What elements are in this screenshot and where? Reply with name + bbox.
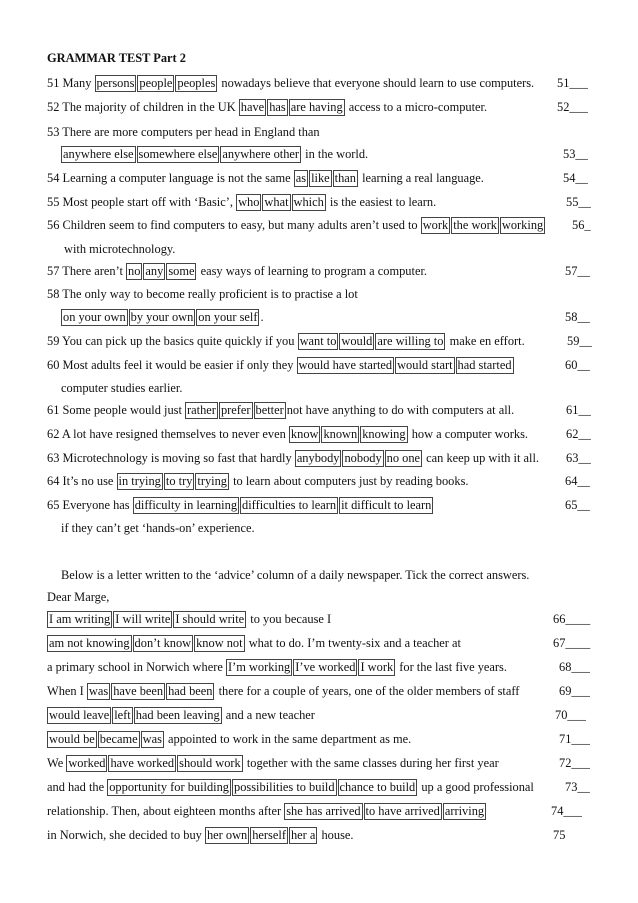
question-56 <box>0 216 638 236</box>
question-60 <box>0 356 638 376</box>
option-b[interactable]: to try <box>165 474 193 488</box>
question-number: 58 <box>47 287 60 301</box>
option-a[interactable]: anywhere else <box>63 147 134 161</box>
option-c[interactable]: which <box>293 195 324 209</box>
question-54 <box>0 169 638 189</box>
question-text-after: how a computer works. <box>411 427 528 441</box>
question-text: The majority of children in the UK <box>62 100 236 114</box>
question-62 <box>0 425 638 445</box>
option-c[interactable]: knowing <box>362 427 406 441</box>
option-c[interactable]: working <box>501 218 544 232</box>
question-65-cont <box>0 519 638 539</box>
option-b[interactable]: herself <box>252 828 286 842</box>
option-a[interactable]: work <box>422 218 449 232</box>
option-a[interactable]: know <box>290 427 319 441</box>
option-b[interactable]: known <box>323 427 358 441</box>
option-b[interactable]: don’t know <box>134 636 192 650</box>
letter-text-before: relationship. Then, about eighteen months after <box>47 804 282 818</box>
question-57 <box>0 262 638 282</box>
option-a[interactable]: I am writing <box>49 612 111 626</box>
answer-blank: 52___ <box>557 100 588 114</box>
answer-blank: 56_ <box>572 218 591 232</box>
option-a[interactable]: no <box>128 264 141 278</box>
option-b[interactable]: left <box>114 708 131 722</box>
question-number: 60 <box>47 358 60 372</box>
letter-text-after: up a good professional <box>421 780 534 794</box>
option-a[interactable]: who <box>238 195 260 209</box>
question-text-after: access to a micro-computer. <box>348 100 488 114</box>
letter-line-67 <box>0 634 638 654</box>
question-55 <box>0 193 638 213</box>
question-64 <box>0 472 638 492</box>
letter-text-before: and had the <box>47 780 105 794</box>
answer-blank: 67____ <box>553 636 591 650</box>
option-b[interactable]: have been <box>113 684 164 698</box>
question-text-after: to learn about computers just by reading books. <box>233 474 469 488</box>
option-a[interactable]: her own <box>206 828 248 842</box>
option-b[interactable]: people <box>139 76 173 90</box>
option-a[interactable]: worked <box>68 756 106 770</box>
option-a[interactable]: on your own <box>63 310 126 324</box>
answer-blank: 63__ <box>566 451 591 465</box>
option-c[interactable]: had been <box>168 684 213 698</box>
option-c[interactable]: was <box>142 732 162 746</box>
option-c[interactable]: chance to build <box>339 780 416 794</box>
answer-blank: 53__ <box>563 147 588 161</box>
letter-line-68 <box>0 658 638 678</box>
question-text: Many <box>62 76 92 90</box>
question-text: Some people would just <box>62 403 182 417</box>
answer-blank: 68___ <box>559 660 590 674</box>
letter-text-before: When I <box>47 684 84 698</box>
question-text-after: computer studies earlier. <box>61 381 183 395</box>
letter-line-73 <box>0 778 638 798</box>
question-text-after: is the easiest to learn. <box>329 195 437 209</box>
answer-blank: 58__ <box>565 310 590 324</box>
letter-text-after: there for a couple of years, one of the older members of staff <box>218 684 520 698</box>
question-number: 56 <box>47 218 60 232</box>
letter-text-after: appointed to work in the same department as me. <box>168 732 412 746</box>
option-c[interactable]: arriving <box>444 804 485 818</box>
question-number: 61 <box>47 403 60 417</box>
option-b[interactable]: became <box>99 732 138 746</box>
letter-text-before: a primary school in Norwich where <box>47 660 223 674</box>
option-a[interactable]: want to <box>299 334 337 348</box>
option-c[interactable]: I work <box>360 660 394 674</box>
question-text-after: with microtechnology. <box>64 242 176 256</box>
question-number: 59 <box>47 334 60 348</box>
letter-text-after: to you because I <box>250 612 332 626</box>
option-a[interactable]: I’m working <box>227 660 291 674</box>
option-c[interactable]: peoples <box>177 76 216 90</box>
letter-line-71 <box>0 730 638 750</box>
option-a[interactable]: was <box>88 684 109 698</box>
question-text-after: nowadays believe that everyone should learn to use computers. <box>221 76 535 90</box>
option-b[interactable]: to have arrived <box>365 804 440 818</box>
answer-blank: 74___ <box>551 804 582 818</box>
question-60-cont <box>0 379 638 399</box>
question-number: 52 <box>47 100 60 114</box>
option-b[interactable]: somewhere else <box>138 147 218 161</box>
page-title: GRAMMAR TEST Part 2 <box>47 51 186 65</box>
question-text-after: can keep up with it all. <box>426 451 540 465</box>
option-a[interactable]: would have started <box>298 358 393 372</box>
option-b[interactable]: possibilities to build <box>234 780 335 794</box>
option-c[interactable]: than <box>334 171 356 185</box>
question-65 <box>0 496 638 516</box>
instructions: Below is a letter written to the ‘advice’ column of a daily newspaper. Tick the correct answers. <box>61 568 530 582</box>
option-b[interactable]: nobody <box>344 451 382 465</box>
option-c[interactable]: no one <box>386 451 421 465</box>
question-text: The only way to become really proficient is to practise a lot <box>62 287 358 301</box>
answer-blank: 54__ <box>563 171 588 185</box>
option-c[interactable]: had been leaving <box>135 708 220 722</box>
answer-blank: 75 <box>553 828 566 842</box>
option-a[interactable]: as <box>295 171 307 185</box>
option-c[interactable]: should work <box>179 756 241 770</box>
answer-blank: 62__ <box>566 427 591 441</box>
option-b[interactable]: difficulties to learn <box>242 498 337 512</box>
question-text: Children seem to find computers to easy, but many adults aren’t used to <box>62 218 418 232</box>
answer-blank: 69___ <box>559 684 590 698</box>
option-b[interactable]: prefer <box>220 403 251 417</box>
option-c[interactable]: trying <box>197 474 227 488</box>
question-number: 63 <box>47 451 60 465</box>
answer-blank: 57__ <box>565 264 590 278</box>
option-a[interactable]: would be <box>49 732 95 746</box>
question-text: Microtechnology is moving so fast that hardly <box>62 451 292 465</box>
question-text-after: not have anything to do with computers at all. <box>286 403 515 417</box>
option-a[interactable]: difficulty in learning <box>134 498 238 512</box>
salutation: Dear Marge, <box>47 590 110 604</box>
question-text: Everyone has <box>62 498 130 512</box>
letter-text-before: We <box>47 756 64 770</box>
question-number: 53 <box>47 125 60 139</box>
answer-blank: 65__ <box>565 498 590 512</box>
question-text-after: . <box>260 310 264 324</box>
option-a[interactable]: in trying <box>118 474 161 488</box>
letter-text-after: together with the same classes during her first year <box>246 756 499 770</box>
letter-line-69 <box>0 682 638 702</box>
answer-blank: 51___ <box>557 76 588 90</box>
option-a[interactable]: she has arrived <box>286 804 361 818</box>
option-b[interactable]: any <box>145 264 164 278</box>
option-c[interactable]: had started <box>457 358 512 372</box>
question-58-cont <box>0 308 638 328</box>
option-a[interactable]: would leave <box>49 708 110 722</box>
question-text: It’s no use <box>62 474 114 488</box>
answer-blank: 61__ <box>566 403 591 417</box>
option-b[interactable]: would start <box>397 358 453 372</box>
option-c[interactable]: better <box>255 403 284 417</box>
question-number: 51 <box>47 76 60 90</box>
question-text-after: easy ways of learning to program a computer. <box>200 264 427 278</box>
answer-blank: 64__ <box>565 474 590 488</box>
option-c[interactable]: are willing to <box>377 334 444 348</box>
option-a[interactable]: have <box>240 100 265 114</box>
answer-blank: 60__ <box>565 358 590 372</box>
answer-blank: 72___ <box>559 756 590 770</box>
letter-text-before: in Norwich, she decided to buy <box>47 828 202 842</box>
question-52 <box>0 98 638 118</box>
question-text: Learning a computer language is not the same <box>62 171 291 185</box>
option-b[interactable]: would <box>341 334 373 348</box>
answer-blank: 70___ <box>555 708 586 722</box>
option-b[interactable]: has <box>269 100 286 114</box>
question-text: Most adults feel it would be easier if only they <box>62 358 294 372</box>
answer-blank: 55__ <box>566 195 591 209</box>
letter-text-after: and a new teacher <box>225 708 315 722</box>
question-number: 55 <box>47 195 60 209</box>
question-58 <box>0 285 638 305</box>
question-number: 62 <box>47 427 60 441</box>
letter-line-66 <box>0 610 638 630</box>
question-number: 64 <box>47 474 60 488</box>
question-51 <box>0 74 638 94</box>
question-text: There aren’t <box>62 264 123 278</box>
option-b[interactable]: like <box>311 171 330 185</box>
letter-text-after: for the last five years. <box>399 660 507 674</box>
question-text: Most people start off with ‘Basic’, <box>62 195 233 209</box>
question-text: There are more computers per head in England than <box>62 125 320 139</box>
question-61 <box>0 401 638 421</box>
letter-line-70 <box>0 706 638 726</box>
option-a[interactable]: am not knowing <box>49 636 130 650</box>
question-56-cont <box>0 240 638 260</box>
letter-text-after: house. <box>321 828 354 842</box>
question-53 <box>0 123 638 143</box>
question-59 <box>0 332 638 352</box>
answer-blank: 66____ <box>553 612 591 626</box>
answer-blank: 71___ <box>559 732 590 746</box>
letter-salutation <box>0 588 638 608</box>
option-c[interactable]: some <box>168 264 195 278</box>
question-53-cont <box>0 145 638 165</box>
option-c[interactable]: on your self <box>198 310 258 324</box>
option-b[interactable]: I’ve worked <box>295 660 356 674</box>
option-c[interactable]: I should write <box>175 612 245 626</box>
title-line <box>0 49 638 69</box>
letter-line-74 <box>0 802 638 822</box>
option-a[interactable]: opportunity for building <box>109 780 230 794</box>
letter-text-after: what to do. I’m twenty-six and a teacher at <box>248 636 461 650</box>
question-text-after: in the world. <box>305 147 369 161</box>
option-b[interactable]: by your own <box>130 310 194 324</box>
question-text: A lot have resigned themselves to never even <box>61 427 286 441</box>
question-text-after: if they can’t get ‘hands-on’ experience. <box>61 521 255 535</box>
question-number: 65 <box>47 498 60 512</box>
answer-blank: 59__ <box>567 334 592 348</box>
letter-line-72 <box>0 754 638 774</box>
option-c[interactable]: her a <box>290 828 316 842</box>
question-text-after: learning a real language. <box>362 171 484 185</box>
question-63 <box>0 449 638 469</box>
option-b[interactable]: what <box>264 195 289 209</box>
option-c[interactable]: know not <box>196 636 243 650</box>
question-text: You can pick up the basics quite quickly if you <box>62 334 295 348</box>
letter-intro <box>0 566 638 586</box>
option-c[interactable]: anywhere other <box>222 147 300 161</box>
option-b[interactable]: have worked <box>110 756 175 770</box>
option-c[interactable]: are having <box>290 100 343 114</box>
option-a[interactable]: rather <box>187 403 216 417</box>
option-c[interactable]: it difficult to learn <box>341 498 432 512</box>
answer-blank: 73__ <box>565 780 590 794</box>
letter-line-75 <box>0 826 638 846</box>
question-text-after: make en effort. <box>449 334 525 348</box>
question-number: 54 <box>47 171 60 185</box>
option-b[interactable]: I will write <box>115 612 171 626</box>
option-a[interactable]: anybody <box>296 451 340 465</box>
question-number: 57 <box>47 264 60 278</box>
option-b[interactable]: the work <box>453 218 497 232</box>
option-a[interactable]: persons <box>96 76 135 90</box>
